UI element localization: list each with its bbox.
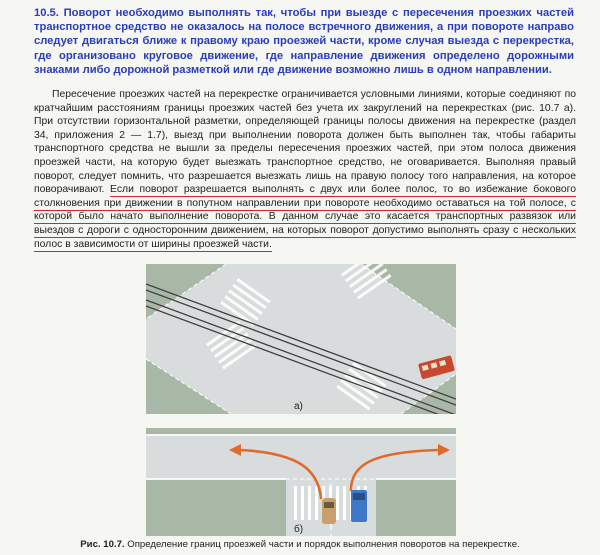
rule-body: Поворот необходимо выполнять так, чтобы при выезде с пересечения проезжих частей транспортное средство не оказалось на полосе встречного движения, а при повороте направо следует двигаться ближе к правому краю проезжей части, кроме случая выезда с перекрестка, где организовано круговое движение, где направление движения определено дорожными знаками либо дорожной разметкой или где движение возможно лишь в одном направлении. <box>34 7 574 76</box>
caption-text: Определение границ проезжей части и порядок выполнения поворотов на перекрестке. <box>124 539 520 550</box>
commentary-highlighted: Если поворот разрешается выполнять с двух или более полос, то во избежание бокового столкновения при движении в попутном направлении при повороте необходимо оставаться на той полосе, с которой было начато выполнение поворота. В данном случае это касается транспортных развязок или выездов с дороги с односторонним движением, на которых поворот допустимо выполнять сразу с нескольких полос в зависимости от ширины проезжей части. <box>34 184 576 250</box>
figure-caption <box>0 539 600 550</box>
commentary-paragraph <box>34 88 576 251</box>
figure-label-b: б) <box>294 524 304 535</box>
commentary-plain: Пересечение проезжих частей на перекрестке ограничивается условными линиями, которые соединяют по кратчайшим расстояниям границы проезжих частей без учета их закруглений на перекрестках (рис. 10.7 а). При отсутствии горизонтальной разметки, определяющей границы полосы движения на перекрестке (раздел 34, приложения 2 — 1.7), выезд при выполнении поворота должен быть выполнен так, чтобы габариты транспортного средства не вышли за пределы пересечения проезжих частей, при этом полоса движения проезжей части, на которую будет выезжать транспортное средство, не оговаривается. Выполняя правый поворот, следует помнить, что разрешается выезжать лишь на правую полосу того направления, на которое поворачивают. <box>34 89 576 196</box>
figure-label-a: а) <box>294 401 303 412</box>
intersection-a-illustration <box>146 264 456 414</box>
intersection-b-illustration <box>146 428 456 536</box>
car-left-icon <box>322 498 336 524</box>
figure-intersection-b <box>146 428 456 536</box>
rule-number: 10.5. <box>34 7 59 19</box>
caption-number: Рис. 10.7. <box>80 539 125 550</box>
traffic-rule-10-5 <box>34 6 574 77</box>
car-right-icon <box>351 490 367 522</box>
figure-intersection-a <box>146 264 456 414</box>
